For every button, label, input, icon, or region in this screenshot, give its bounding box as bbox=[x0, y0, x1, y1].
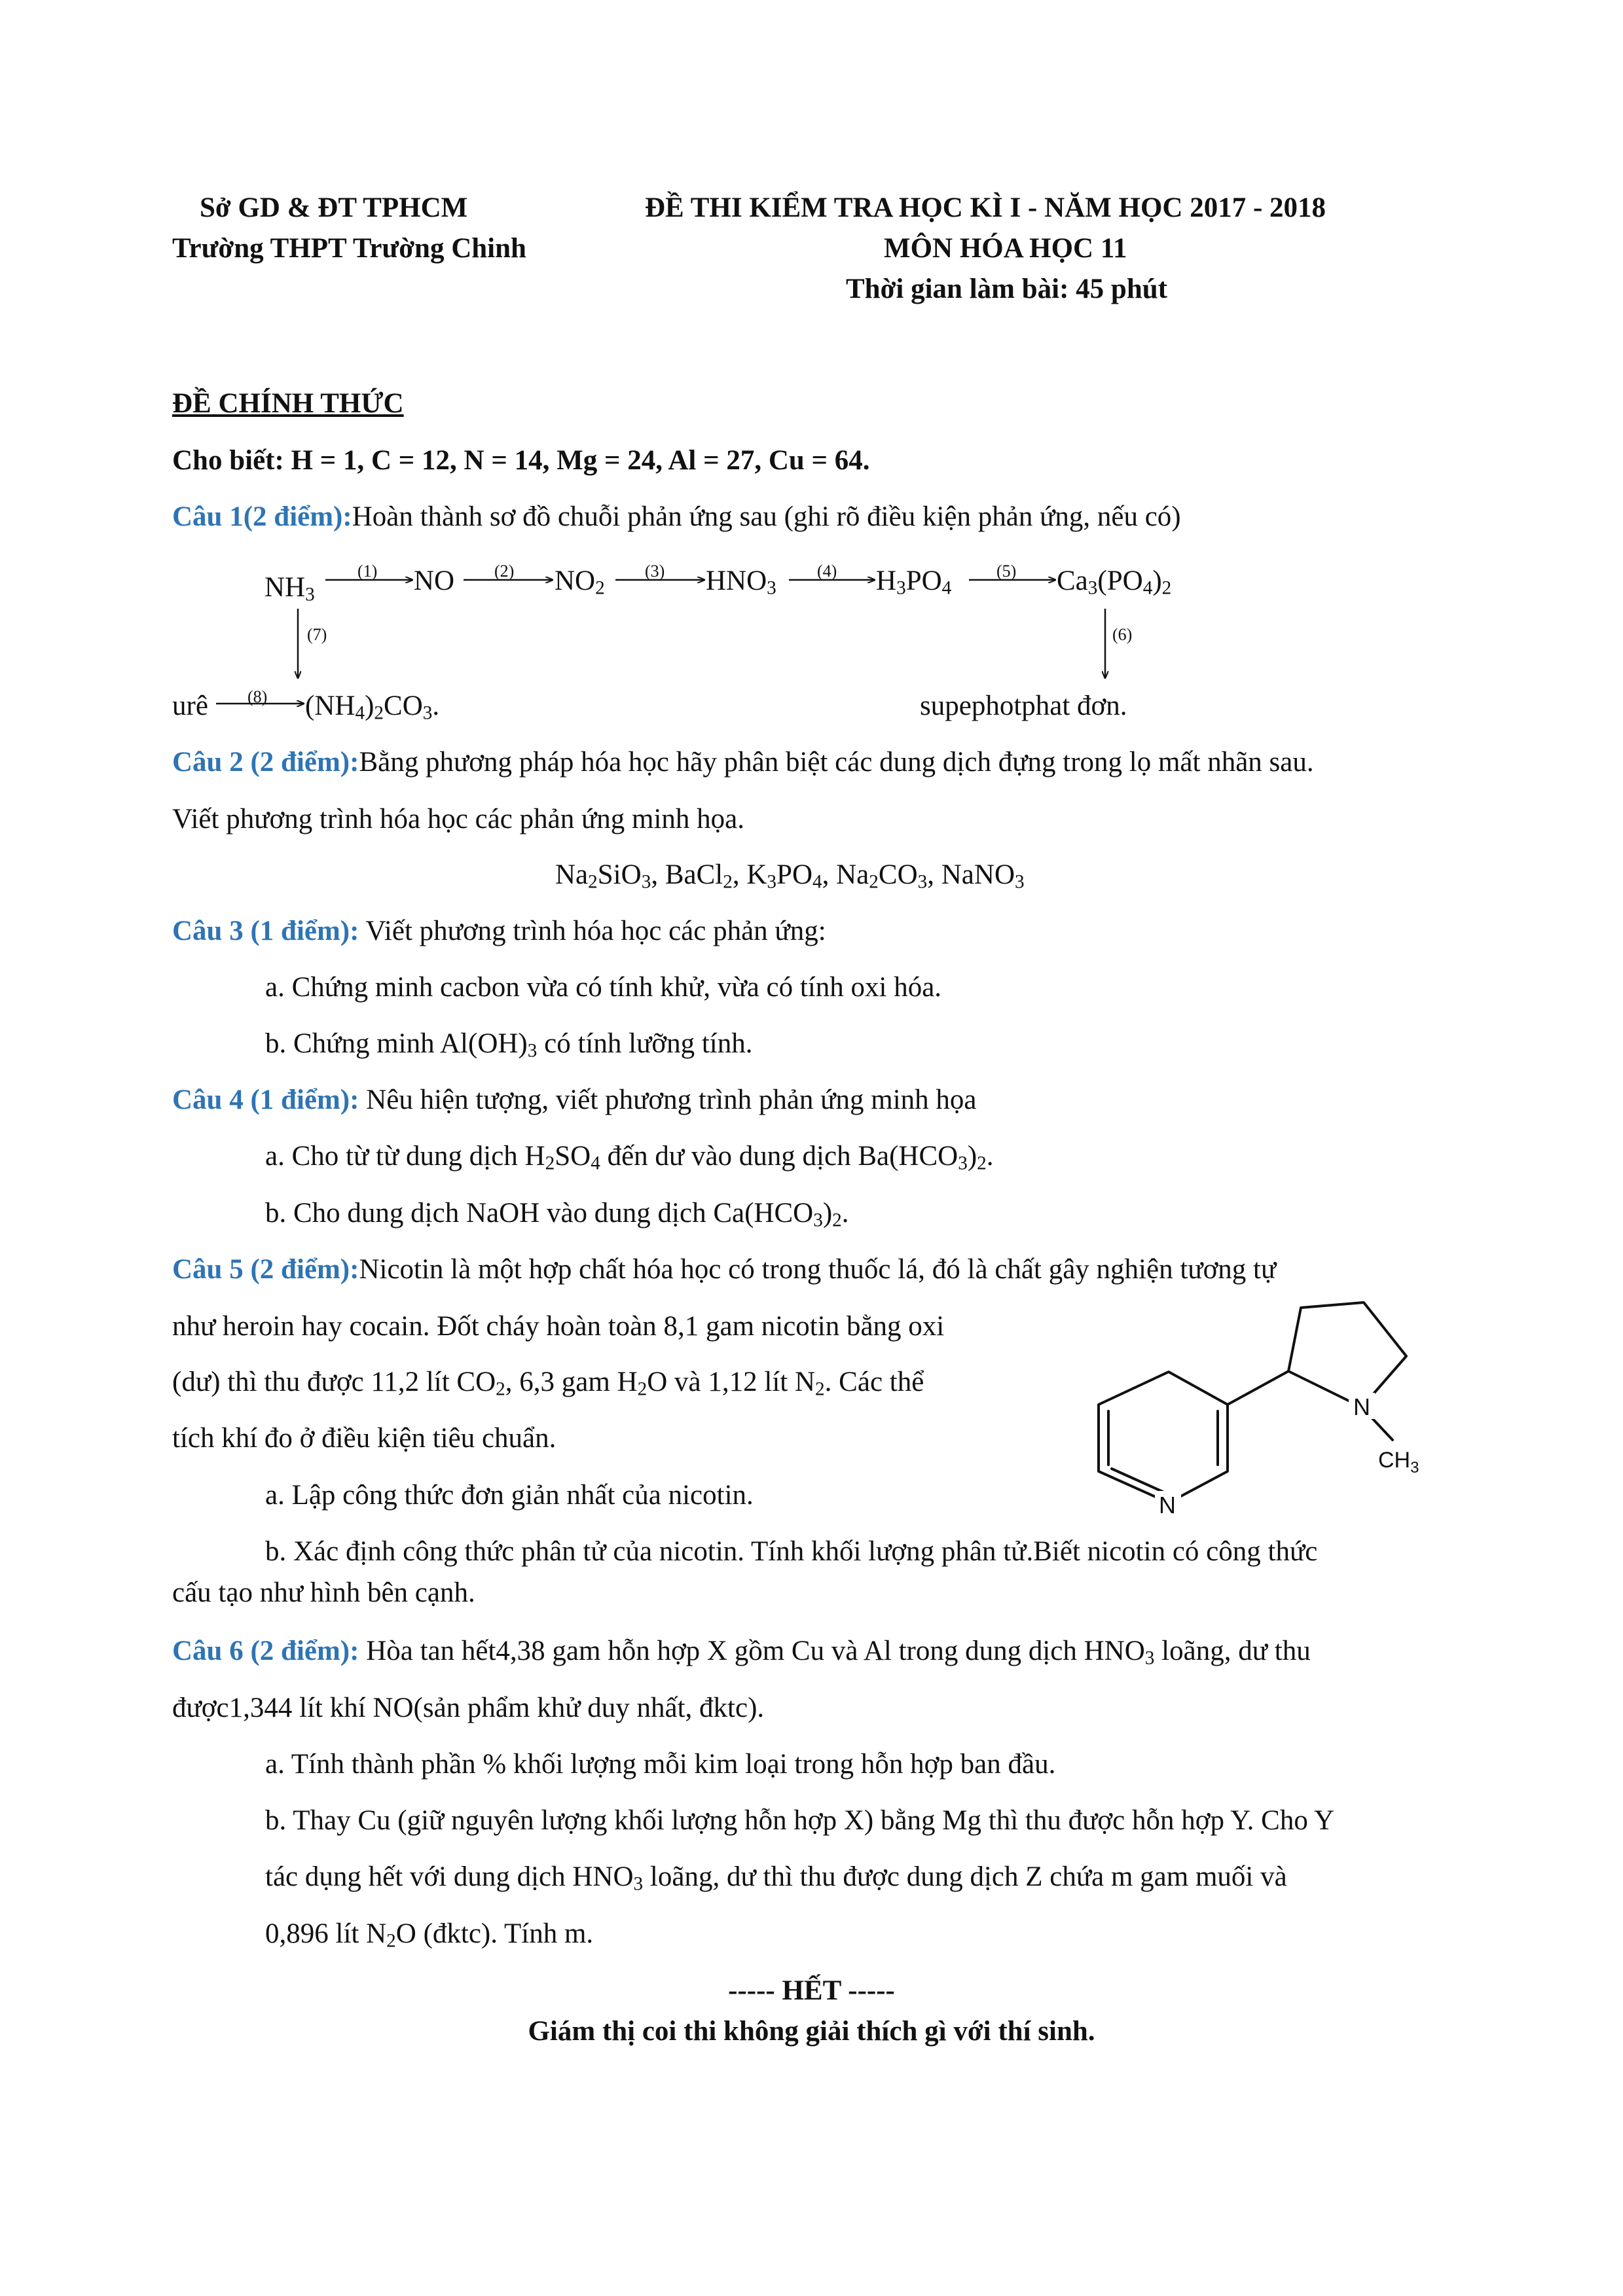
question-5-line-3: (dư) thì thu được 11,2 lít $CO_2$, 6,3 gam $H_2O$ và 1,12 lít $N_2$. Các thể bbox=[172, 1367, 924, 1400]
exam-title: ĐỀ THI KIỂM TRA HỌC KÌ I - NĂM HỌC 2017 - 2018 bbox=[645, 192, 1326, 223]
step-label: (5) bbox=[996, 562, 1017, 581]
question-6-line-2: được1,344 lít khí NO(sản phẩm khử duy nhất, đktc). bbox=[172, 1693, 765, 1723]
species-ure: urê bbox=[172, 691, 208, 721]
question-6b-line-3: 0,896 lít $N_2O$ (đktc). Tính m. bbox=[265, 1918, 594, 1952]
pyrrolidine-ring bbox=[1288, 1302, 1406, 1407]
question-1-label: Câu 1(2 điểm): bbox=[172, 501, 352, 532]
question-2 bbox=[172, 748, 1314, 776]
step-label: (2) bbox=[494, 562, 515, 581]
question-5-line-1: Nicotin là một hợp chất hóa học có trong thuốc lá, đó là chất gây nghiện tương tự bbox=[359, 1254, 1277, 1285]
atomic-masses: Cho biết: H = 1, C = 12, N = 14, Mg = 24, Al = 27, Cu = 64. bbox=[172, 445, 870, 476]
step-label: (6) bbox=[1112, 625, 1133, 644]
question-6 bbox=[172, 1636, 1311, 1669]
official-label: ĐỀ CHÍNH THỨC bbox=[172, 388, 404, 419]
question-4a: a. Cho từ từ dung dịch $H_2SO_4$ đến dư vào dung dịch $Ba(HCO_3)_2$. bbox=[265, 1141, 994, 1174]
department-name: Sở GD & ĐT TPHCM bbox=[200, 192, 468, 223]
species-hno3: $HNO_3$ bbox=[706, 565, 776, 599]
question-3-label: Câu 3 (1 điểm): bbox=[172, 916, 359, 946]
question-5-line-4: tích khí đo ở điều kiện tiêu chuẩn. bbox=[172, 1423, 556, 1454]
question-6b: b. Thay Cu (giữ nguyên lượng khối lượng hỗn hợp X) bằng Mg thì thu được hỗn hợp Y. Cho Y bbox=[265, 1805, 1335, 1836]
question-2-compounds: $Na_2SiO_3$, BaCl$_2$, $K_3PO_4$, $Na_2CO_3$, NaNO$_3$ bbox=[555, 859, 1025, 893]
question-4-label: Câu 4 (1 điểm): bbox=[172, 1085, 359, 1115]
pyridine-n-label: N bbox=[1159, 1492, 1176, 1518]
pyridine-ring bbox=[1099, 1372, 1228, 1503]
question-6b-line-2: tác dụng hết với dung dịch $HNO_3$ loãng, dư thì thu được dung dịch Z chứa m gam muối và bbox=[265, 1861, 1287, 1895]
proctor-note: Giám thị coi thi không giải thích gì với thí sinh. bbox=[528, 2016, 1095, 2047]
question-1-text: Hoàn thành sơ đồ chuỗi phản ứng sau (ghi rõ điều kiện phản ứng, nếu có) bbox=[352, 501, 1181, 532]
question-3b: b. Chứng minh $Al(OH)_3$ có tính lưỡng tính. bbox=[265, 1028, 753, 1062]
step-label: (7) bbox=[307, 625, 327, 644]
end-marker: ----- HẾT ----- bbox=[728, 1975, 895, 2006]
question-2-label: Câu 2 (2 điểm): bbox=[172, 747, 359, 778]
school-name: Trường THPT Trường Chinh bbox=[172, 233, 526, 264]
linker-bond bbox=[1228, 1371, 1288, 1405]
species-no2: $NO_2$ bbox=[555, 565, 605, 599]
species-no: NO bbox=[414, 565, 455, 596]
question-6a: a. Tính thành phần % khối lượng mỗi kim loại trong hỗn hợp ban đầu. bbox=[265, 1749, 1056, 1780]
question-2-text: Bằng phương pháp hóa học hãy phân biệt các dung dịch đựng trong lọ mất nhãn sau. bbox=[359, 747, 1314, 778]
question-5 bbox=[172, 1255, 1276, 1283]
question-5a: a. Lập công thức đơn giản nhất của nicotin. bbox=[265, 1480, 754, 1511]
exam-duration: Thời gian làm bài: 45 phút bbox=[846, 274, 1167, 304]
pyrrolidine-n-label: N bbox=[1353, 1393, 1370, 1420]
species-h3po4: $H_3PO_4$ bbox=[876, 565, 952, 599]
step-label: (1) bbox=[357, 562, 378, 581]
step-label: (4) bbox=[817, 562, 837, 581]
question-5b: b. Xác định công thức phân tử của nicotin. Tính khối lượng phân tử.Biết nicotin có công thức bbox=[265, 1536, 1318, 1567]
methyl-label: $CH_3$ bbox=[1378, 1448, 1419, 1477]
step-label: (8) bbox=[247, 687, 268, 706]
question-3a: a. Chứng minh cacbon vừa có tính khử, vừa có tính oxi hóa. bbox=[265, 972, 942, 1003]
species-ca3po42: $Ca_3(PO_4)_2$ bbox=[1057, 565, 1172, 599]
species-nh42co3: $(NH_4)_2CO_3$. bbox=[305, 691, 440, 724]
nicotine-structure bbox=[1074, 1283, 1440, 1545]
question-3 bbox=[172, 917, 826, 945]
scheme-arrows bbox=[0, 0, 1623, 785]
question-5b-cont: cấu tạo như hình bên cạnh. bbox=[172, 1577, 475, 1608]
question-4b: b. Cho dung dịch NaOH vào dung dịch $Ca(HCO_3)_2$. bbox=[265, 1198, 849, 1231]
question-6-label: Câu 6 (2 điểm): bbox=[172, 1636, 359, 1666]
question-5-line-2: như heroin hay cocain. Đốt cháy hoàn toàn 8,1 gam nicotin bằng oxi bbox=[172, 1311, 945, 1342]
question-4 bbox=[172, 1086, 976, 1114]
subject-title: MÔN HÓA HỌC 11 bbox=[884, 233, 1127, 264]
question-5-label: Câu 5 (2 điểm): bbox=[172, 1254, 359, 1285]
question-3-text: Viết phương trình hóa học các phản ứng: bbox=[365, 916, 826, 946]
question-6-line-1: Hòa tan hết4,38 gam hỗn hợp X gồm Cu và Al trong dung dịch $HNO_3$ loãng, dư thu bbox=[366, 1636, 1311, 1669]
species-supephotphat: supephotphat đơn. bbox=[920, 691, 1127, 721]
question-2-text-2: Viết phương trình hóa học các phản ứng minh họa. bbox=[172, 804, 745, 834]
step-label: (3) bbox=[645, 562, 665, 581]
species-nh3: $NH_3$ bbox=[264, 572, 315, 605]
question-4-text: Nêu hiện tượng, viết phương trình phản ứng minh họa bbox=[366, 1085, 977, 1115]
